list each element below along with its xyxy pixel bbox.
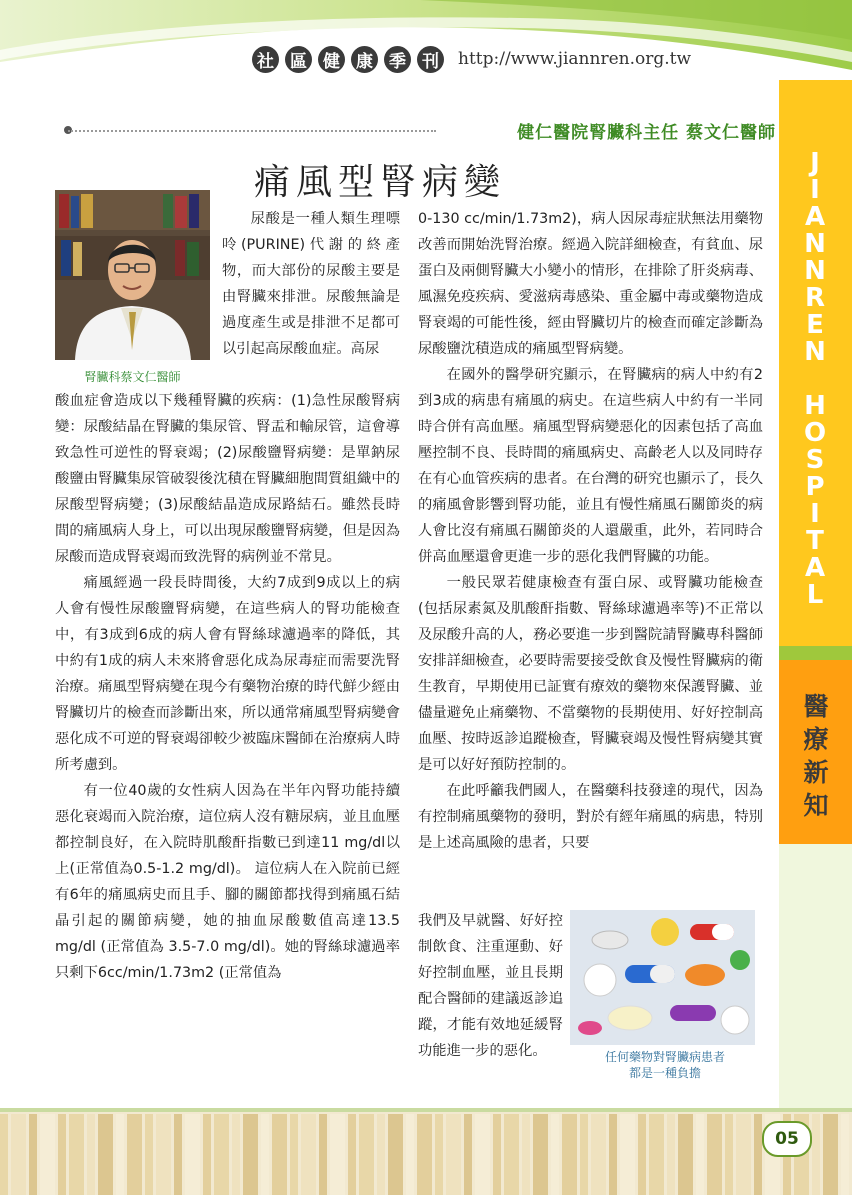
caption-line: 任何藥物對腎臟病患者 (604, 1050, 725, 1064)
footer-band (0, 1108, 852, 1195)
right-column (418, 206, 763, 856)
footer-stripe (591, 1114, 606, 1195)
footer-stripe (620, 1114, 635, 1195)
hospital-name-vertical: J I A N N R E N H O S P I T A L (803, 148, 827, 610)
footer-stripe (638, 1114, 646, 1195)
footer-stripe (533, 1114, 548, 1195)
footer-stripe (301, 1114, 316, 1195)
paragraph: 酸血症會造成以下幾種腎臟的疾病：(1)急性尿酸腎病變：尿酸結晶在腎臟的集尿管、腎盂和輸尿管，這會導致急性可逆性的腎衰竭；(2)尿酸鹽腎病變：是單鈉尿酸鹽由腎臟集尿管破裂後沈積在腎臟細胞間質組織中的尿酸型腎病變；(3)尿酸結晶造成尿路結石。雖然長時間的痛風病人身上，可以出現尿酸鹽腎病變，但是因為尿酸而造成腎衰竭而致洗腎的病例並不常見。 (55, 393, 400, 565)
footer-stripe (174, 1114, 182, 1195)
footer-stripe (116, 1114, 124, 1195)
footer-stripe (58, 1114, 66, 1195)
footer-stripe (406, 1114, 414, 1195)
author-byline: 健仁醫院腎臟科主任 蔡文仁醫師 (517, 123, 776, 143)
footer-stripe (678, 1114, 693, 1195)
masthead (252, 42, 691, 76)
article-title: 痛風型腎病變 (253, 162, 506, 203)
section-label: 醫 療 新 知 (803, 692, 829, 820)
closing-paragraph (418, 908, 563, 1064)
footer-stripe (145, 1114, 153, 1195)
caption-line: 都是一種負擔 (628, 1066, 701, 1080)
footer-stripe (127, 1114, 142, 1195)
footer-stripe (232, 1114, 240, 1195)
footer-stripe (435, 1114, 443, 1195)
footer-stripe (290, 1114, 298, 1195)
footer-stripe (377, 1114, 385, 1195)
paragraph: 0-130 cc/min/1.73m2)，病人因尿毒症狀無法用藥物改善而開始洗腎治療。經過入院詳細檢查，有貧血、尿蛋白及兩側腎臟大小變小的情形，在排除了肝炎病毒、風濕免疫疾病、愛滋病毒感染、重金屬中毒或藥物造成腎衰竭的可能性後，經由腎臟切片的檢查而確定診斷為尿酸鹽沈積造成的痛風型腎病變。 (418, 211, 763, 357)
footer-stripe (562, 1114, 577, 1195)
masthead-char: 社 (252, 46, 279, 73)
footer-stripe (69, 1114, 84, 1195)
footer-stripe (522, 1114, 530, 1195)
footer-stripe (841, 1114, 849, 1195)
footer-stripe (812, 1114, 820, 1195)
footer-stripe (736, 1114, 751, 1195)
footer-stripe (243, 1114, 258, 1195)
masthead-char: 健 (318, 46, 345, 73)
sidebar-lower-block (779, 844, 852, 1120)
footer-stripe (707, 1114, 722, 1195)
paragraph: 我們及早就醫、好好控制飲食、注重運動、好好控制血壓，並且長期配合醫師的建議返診追蹤，才能有效地延緩腎功能進一步的惡化。 (418, 913, 563, 1059)
footer-stripe (330, 1114, 345, 1195)
paragraph: 痛風經過一段長時間後，大約7成到9成以上的病人會有慢性尿酸鹽腎病變，在這些病人的腎功能檢查中，有3成到6成的病人會有腎絲球濾過率的降低，其中約有1成的病人未來將會惡化成為尿毒症而需要洗腎治療。痛風型腎病變在現今有藥物治療的時代鮮少經由腎臟切片的檢查而診斷出來，所以通常痛風型腎病變會惡化成不可逆的腎衰竭卻較少被臨床醫師在治療病人時所考慮到。 (55, 575, 400, 773)
footer-stripe (446, 1114, 461, 1195)
footer-stripe (348, 1114, 356, 1195)
pills-caption (560, 1049, 770, 1081)
masthead-char: 刊 (417, 46, 444, 73)
footer-stripe (475, 1114, 490, 1195)
footer-stripe (725, 1114, 733, 1195)
footer-stripe (0, 1114, 8, 1195)
intro-text: 尿酸是一種人類生理嘌呤(PURINE)代謝的終產物，而大部份的尿酸主要是由腎臟來排泄。尿酸無論是過度產生或是排泄不足都可以引起高尿酸血症。高尿 (222, 211, 400, 357)
footer-stripe (649, 1114, 664, 1195)
footer-stripe (696, 1114, 704, 1195)
footer-stripe (40, 1114, 55, 1195)
website-url: http://www.jiannren.org.tw (458, 49, 692, 69)
footer-stripe (359, 1114, 374, 1195)
intro-paragraph (222, 206, 400, 362)
paragraph: 在國外的醫學研究顯示，在腎臟病的病人中約有2到3成的病患有痛風的病史。在這些病人中約有一半同時合併有高血壓。痛風型腎病變惡化的因素包括了高血壓控制不良、長時間的痛風病史、高齡老人以及同時存在有心血管疾病的患者。在台灣的研究也顯示了，長久的痛風會影響到腎功能，並且有慢性痛風石關節炎的病人會比沒有痛風石關節炎的人還嚴重，此外，若同時合併高血壓還會更進一步的惡化我們腎臟的功能。 (418, 367, 763, 565)
left-column (55, 388, 400, 986)
footer-stripe (504, 1114, 519, 1195)
masthead-char: 季 (384, 46, 411, 73)
dotted-divider (68, 130, 436, 132)
footer-stripe (272, 1114, 287, 1195)
footer-stripe (156, 1114, 171, 1195)
footer-stripe (185, 1114, 200, 1195)
footer-stripe (580, 1114, 588, 1195)
masthead-char: 區 (285, 46, 312, 73)
masthead-char: 康 (351, 46, 378, 73)
footer-stripe (11, 1114, 26, 1195)
footer-stripe (609, 1114, 617, 1195)
footer-stripe (754, 1114, 762, 1195)
paragraph: 在此呼籲我們國人，在醫藥科技發達的現代，因為有控制痛風藥物的發明，對於有經年痛風的病患，特別是上述高風險的患者，只要 (418, 783, 763, 851)
doctor-portrait (55, 190, 210, 360)
paragraph: 一般民眾若健康檢查有蛋白尿、或腎臟功能檢查(包括尿素氮及肌酸酐指數、腎絲球濾過率等)不正常以及尿酸升高的人，務必要進一步到醫院請腎臟專科醫師安排詳細檢查，必要時需要接受飲食及慢性腎臟病的衛生教育，早期使用已証實有療效的藥物來保護腎臟、並儘量避免止痛藥物、不當藥物的長期使用、好好控制高血壓、按時返診追蹤檢查，腎臟衰竭及慢性腎病變其實是可以好好預防控制的。 (418, 575, 763, 773)
footer-stripe (551, 1114, 559, 1195)
footer-stripe (203, 1114, 211, 1195)
footer-stripe (87, 1114, 95, 1195)
footer-stripe (493, 1114, 501, 1195)
page-number: 05 (762, 1121, 812, 1157)
footer-stripe (388, 1114, 403, 1195)
footer-stripe (823, 1114, 838, 1195)
footer-stripe (98, 1114, 113, 1195)
footer-stripe (261, 1114, 269, 1195)
medicine-pills-image (570, 910, 755, 1045)
footer-stripe (29, 1114, 37, 1195)
footer-stripe (214, 1114, 229, 1195)
footer-stripe (417, 1114, 432, 1195)
footer-stripe (667, 1114, 675, 1195)
doctor-photo (55, 190, 210, 360)
pills-photo (570, 910, 755, 1045)
footer-stripe (464, 1114, 472, 1195)
paragraph: 有一位40歲的女性病人因為在半年內腎功能持續惡化衰竭而入院治療，這位病人沒有糖尿病，並且血壓都控制良好，在入院時肌酸酐指數已到達11 mg/dl以上(正常值為0.5-1.2 mg/dl)。 這位病人在入院前已經有6年的痛風病史而且手、腳的關節都找得到痛風石結晶引起的關節病變，她的抽血尿酸數值高達13.5 mg/dl (正常值為 3.5-7.0 mg/dl)。她的腎絲球濾過率只剩下6cc/min/1.73m2 (正常值為 (55, 783, 400, 981)
photo-caption: 腎臟科蔡文仁醫師 (84, 370, 181, 384)
footer-stripe (319, 1114, 327, 1195)
footer-stripes (0, 1108, 852, 1195)
